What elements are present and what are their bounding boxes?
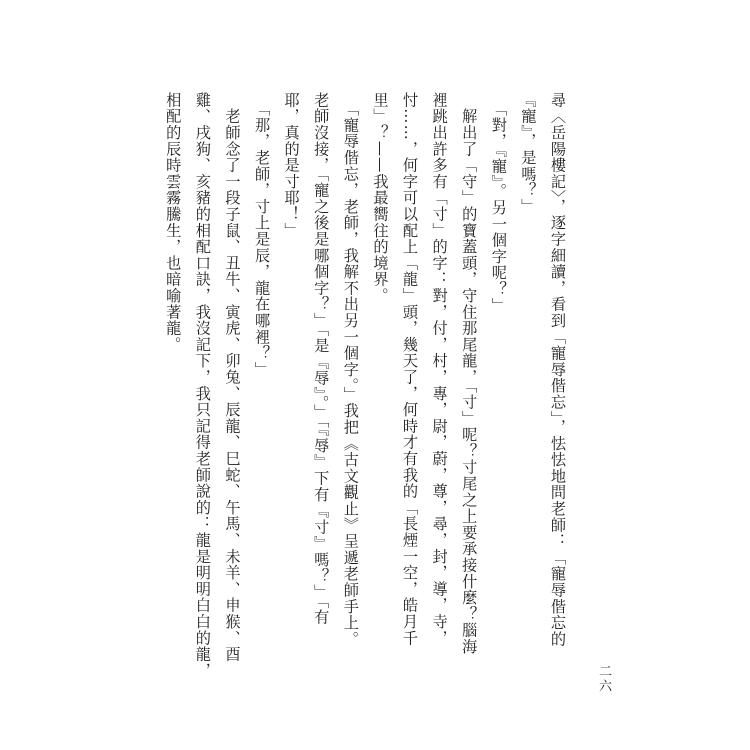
- text-line: 『寵』，是嗎？」: [519, 92, 538, 215]
- text-line: 「那，老師，寸上是辰，龍在哪裡？」: [253, 92, 272, 378]
- text-line: 雞、戌狗、亥豬的相配口訣，我沒記下，我只記得老師說的：龍是明明白白的龍，: [193, 92, 212, 679]
- text-line: 忖……，何字可以配上「龍」頭，幾天了，何時才有我的「長煙一空，皓月千: [401, 92, 420, 647]
- text-line: 老師念了一段子鼠、丑牛、寅虎、卯兔、辰龍、巳蛇、午馬、未羊、申猴、酉: [223, 92, 242, 663]
- text-line: 耶，真的是寸耶！」: [282, 92, 301, 239]
- text-line: 解出了「守」的寶蓋頭，守住那尾龍，「寸」呢？寸尾之上要承接什麼？腦海: [460, 92, 479, 655]
- text-line: 「寵辱偕忘，老師，我解不出另一個字。」我把《古文觀止》呈遞老師手上。: [341, 92, 360, 648]
- text-line: 「對，『寵』。另一個字呢？」: [489, 92, 508, 314]
- page-number: 二六: [596, 664, 611, 694]
- text-line: 里」？——我最嚮往的境界。: [371, 92, 390, 304]
- text-line: 尋〈岳陽樓記〉，逐字細讀，看到「寵辱偕忘」，怯怯地問老師：「寵辱偕忘的: [549, 92, 567, 648]
- text-line: 老師沒接，「寵之後是哪個字？」「是『辱』。」「『辱』下有『寸』嗎？」「有: [312, 92, 331, 626]
- vertical-text-body: [158, 92, 572, 679]
- text-line: 相配的辰時雲霧騰生，也暗喻著龍。: [164, 92, 183, 353]
- text-line: 裡跳出許多有「寸」的字：對，付，村，專，尉，蔚，尊，尋，封，導，寺，: [430, 92, 449, 647]
